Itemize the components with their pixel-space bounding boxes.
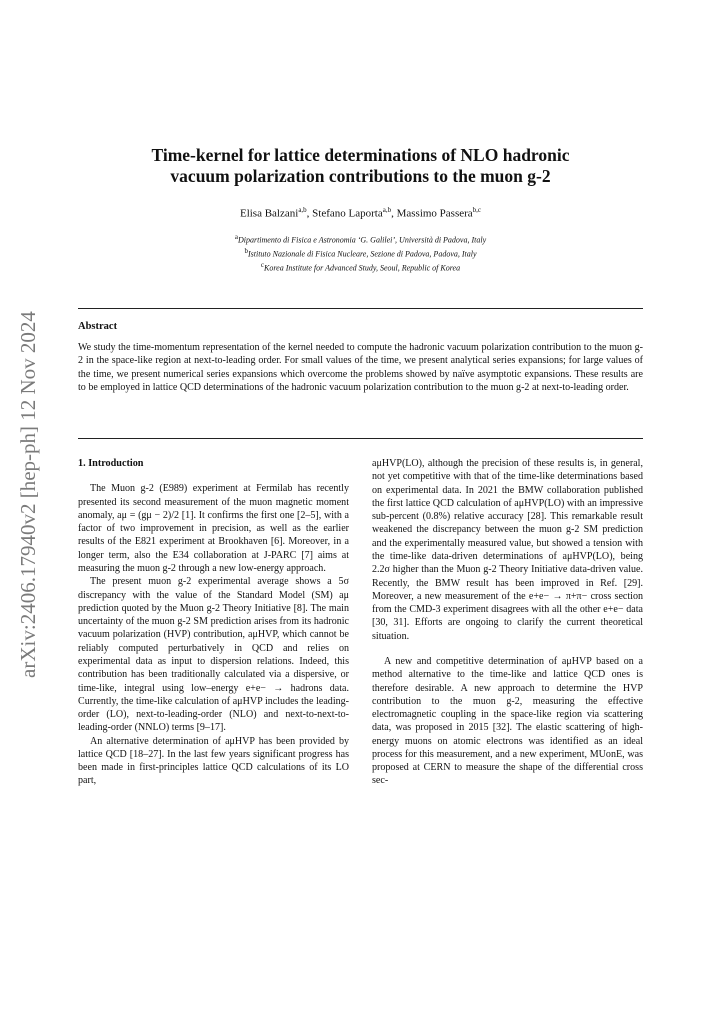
paragraph: The present muon g-2 experimental average shows a 5σ discrepancy with the value of the Standard Model (SM) aμ prediction quoted by the Muon g-2 Theory Initiative [8]. The main uncertainty of the muon g-2 SM prediction arises from its hadronic vacuum polarization (HVP) contribution, aμHVP, which cannot be reliably computed perturbatively in QCD and relies on experimental data as input to dispersion relations. Indeed, this contribution has been traditionally calculated via a dispersive, or time-like, integral using low–energy e+e− → hadrons data. Currently, the time-like calculation of aμHVP includes the leading-order (LO), next-to-leading-order (NLO) and next-to-next-to-leading-order (NNLO) terms [9–17]. <box>78 576 349 734</box>
title-line-2: vacuum polarization contributions to the muon g-2 <box>170 166 551 186</box>
affiliation-text: Dipartimento di Fisica e Astronomia ‘G. Galilei’, Università di Padova, Italy <box>237 235 487 245</box>
affiliation <box>78 246 643 260</box>
affiliation-mark: b <box>244 246 248 255</box>
affiliation <box>78 232 643 246</box>
affiliation-mark: a <box>234 233 238 241</box>
paper-title <box>78 145 643 187</box>
paragraph: The Muon g-2 (E989) experiment at Fermilab has recently presented its second measurement of the muon magnetic moment anomaly, aμ = (gμ − 2)/2 [1]. It confirms the first one [2–5], with a factor of two improvement in precision, as well as the earlier results of the E821 experiment at Brookhaven [6]. Moreover, in a longer term, also the E34 collaboration at J-PARC [7] aims at measuring the muon g-2 through a new low-energy approach. <box>78 483 349 574</box>
abstract-bottom-rule <box>78 438 643 439</box>
right-column <box>372 457 643 788</box>
abstract-top-rule <box>78 308 643 309</box>
affiliation-list <box>78 232 643 274</box>
author-name: Elisa Balzani <box>239 207 299 220</box>
paragraph: A new and competitive determination of aμHVP based on a method alternative to the time-like and lattice QCD ones is therefore desirable. A new approach to determine the HVP contribution to the muon g-2, measuring the effective electromagnetic coupling in the space-like region via scattering data, was proposed in 2015 [32]. The elastic scattering of high-energy muons on atomic electrons was identified as an ideal process for this measurement, and a new experiment, MUonE, was proposed at CERN to measure the shape of the differential cross sec- <box>372 655 643 787</box>
title-line-1: Time-kernel for lattice determinations of NLO hadronic <box>151 145 570 165</box>
author-affil-mark: a,b <box>382 206 392 214</box>
author-name: Stefano Laporta <box>312 207 383 220</box>
affiliation <box>78 260 643 274</box>
author-list <box>78 206 643 220</box>
author-separator: , <box>306 207 313 220</box>
affiliation-text: Istituto Nazionale di Fisica Nucleare, Sezione di Padova, Padova, Italy <box>247 249 477 259</box>
abstract-body: We study the time-momentum representation of the kernel needed to compute the hadronic vacuum polarization contribution to the muon g-2 in the space-like region at next-to-leading order. For small values of the time, we present analytical series expansions; for large values of the time, we present numerical series expansions which overcome the problems showed by naïve asymptotic expansions. These results are to be employed in lattice QCD determinations of the hadronic vacuum polarization contribution to the muon g-2 at next-to-leading order. <box>78 342 643 393</box>
author-affil-mark: b,c <box>472 206 482 214</box>
author-affil-mark: a,b <box>298 206 307 214</box>
affiliation-mark: c <box>260 260 264 269</box>
section-heading: 1. Introduction <box>78 458 144 469</box>
left-column <box>78 457 349 788</box>
arxiv-identifier <box>12 308 44 680</box>
paragraph: An alternative determination of aμHVP has been provided by lattice QCD [18–27]. In the last few years significant progress has been made in first-principles lattice QCD calculations of its LO part, <box>78 735 349 787</box>
abstract-heading: Abstract <box>78 321 118 332</box>
affiliation-text: Korea Institute for Advanced Study, Seoul, Republic of Korea <box>263 263 461 273</box>
arxiv-identifier-text: arXiv:2406.17940v2 [hep-ph] 12 Nov 2024 <box>15 310 40 678</box>
author-separator: , <box>391 207 397 220</box>
author-name: Massimo Passera <box>396 207 473 220</box>
paragraph: aμHVP(LO), although the precision of these results is, in general, not yet competitive with that of the time-like determinations based on experimental data. In 2021 the BMW collaboration published the first lattice QCD calculation of aμHVP(LO) with an impressive sub-percent (0.8%) relative accuracy [28]. This remarkable result weakened the discrepancy between the muon g-2 SM prediction and the experimentally measured value, but showed a tension with the time-like data-driven determinations of aμHVP(LO), being 2.2σ higher than the Muon g-2 Theory Initiative data-driven value. Recently, the BMW result has been improved in Ref. [29]. Moreover, a new measurement of the e+e− → π+π− cross section from the CMD-3 experiment disagrees with all the other e+e− data [30, 31]. Efforts are ongoing to clarify the current theoretical situation. <box>372 458 643 642</box>
